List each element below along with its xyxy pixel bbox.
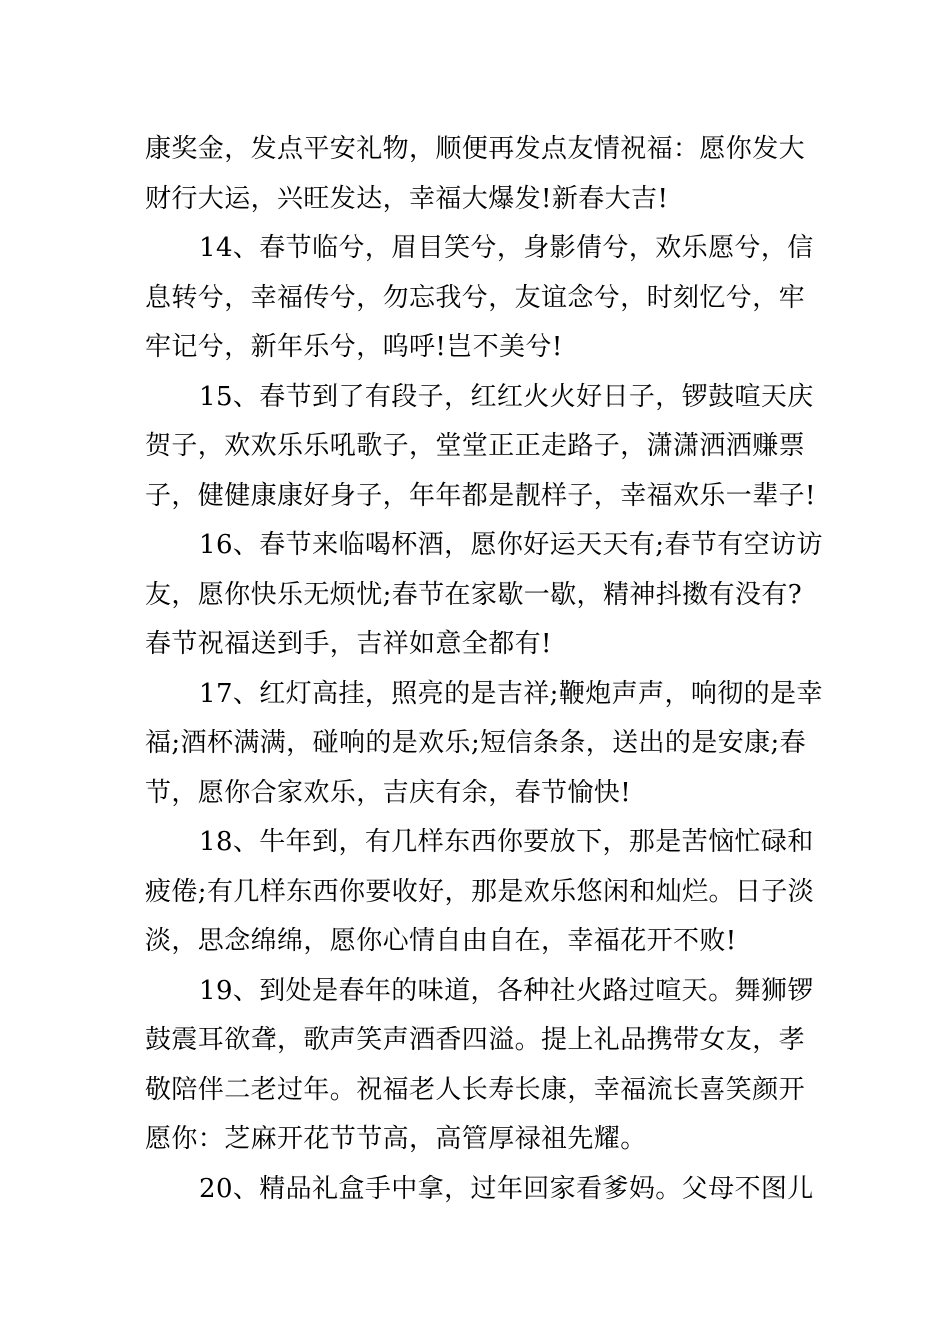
paragraph-18: [145, 818, 815, 967]
text-line: 淡，思念绵绵，愿你心情自由自在，幸福花开不败!: [145, 926, 737, 956]
text-line: 子，健健康康好身子，年年都是靓样子，幸福欢乐一辈子!: [145, 480, 816, 511]
text-line: 鼓震耳欲聋，歌声笑声酒香四溢。提上礼品携带女友，孝: [145, 1025, 806, 1055]
text-line: 19、到处是春年的味道，各种社火路过喧天。舞狮锣: [199, 975, 814, 1006]
text-line: 疲倦;有几样东西你要收好，那是欢乐悠闲和灿烂。日子淡: [145, 876, 815, 907]
text-line: 友，愿你快乐无烦忧;春节在家歇一歇，精神抖擞有没有?: [145, 579, 803, 610]
text-line: 16、春节来临喝杯酒，愿你好运天天有;春节有空访访: [199, 530, 823, 560]
paragraph-16: [145, 521, 823, 670]
paragraph-13-continued: [145, 125, 810, 224]
text-line: 15、春节到了有段子，红红火火好日子，锣鼓喧天庆: [199, 381, 814, 412]
text-line: 息转兮，幸福传兮，勿忘我兮，友谊念兮，时刻忆兮，牢: [145, 282, 806, 313]
text-line: 节，愿你合家欢乐，吉庆有余，春节愉快!: [145, 777, 632, 808]
text-line: 福;酒杯满满，碰响的是欢乐;短信条条，送出的是安康;春: [145, 728, 807, 758]
text-line: 康奖金，发点平安礼物，顺便再发点友情祝福：愿你发大: [145, 134, 806, 164]
text-line: 17、红灯高挂，照亮的是吉祥;鞭炮声声，响彻的是幸: [199, 678, 823, 709]
paragraph-15: [145, 373, 816, 522]
text-line: 财行大运，兴旺发达，幸福大爆发!新春大吉!: [145, 183, 669, 214]
paragraph-20: [145, 1165, 814, 1215]
text-line: 18、牛年到，有几样东西你要放下，那是苦恼忙碌和: [199, 827, 814, 857]
paragraph-19: [145, 967, 814, 1165]
text-line: 贺子，欢欢乐乐吼歌子，堂堂正正走路子，潇潇洒洒赚票: [145, 431, 806, 461]
text-line: 春节祝福送到手，吉祥如意全都有!: [145, 629, 552, 659]
text-line: 20、精品礼盒手中拿，过年回家看爹妈。父母不图儿: [199, 1173, 814, 1204]
paragraph-14: [145, 224, 814, 373]
text-line: 14、春节临兮，眉目笑兮，身影倩兮，欢乐愿兮，信: [199, 233, 814, 263]
text-line: 敬陪伴二老过年。祝福老人长寿长康，幸福流长喜笑颜开: [145, 1074, 806, 1105]
document-body: [145, 125, 823, 1214]
paragraph-17: [145, 670, 823, 819]
text-line: 愿你：芝麻开花节节高，高管厚禄祖先耀。: [145, 1124, 647, 1154]
text-line: 牢记兮，新年乐兮，呜呼!岂不美兮!: [145, 332, 563, 362]
